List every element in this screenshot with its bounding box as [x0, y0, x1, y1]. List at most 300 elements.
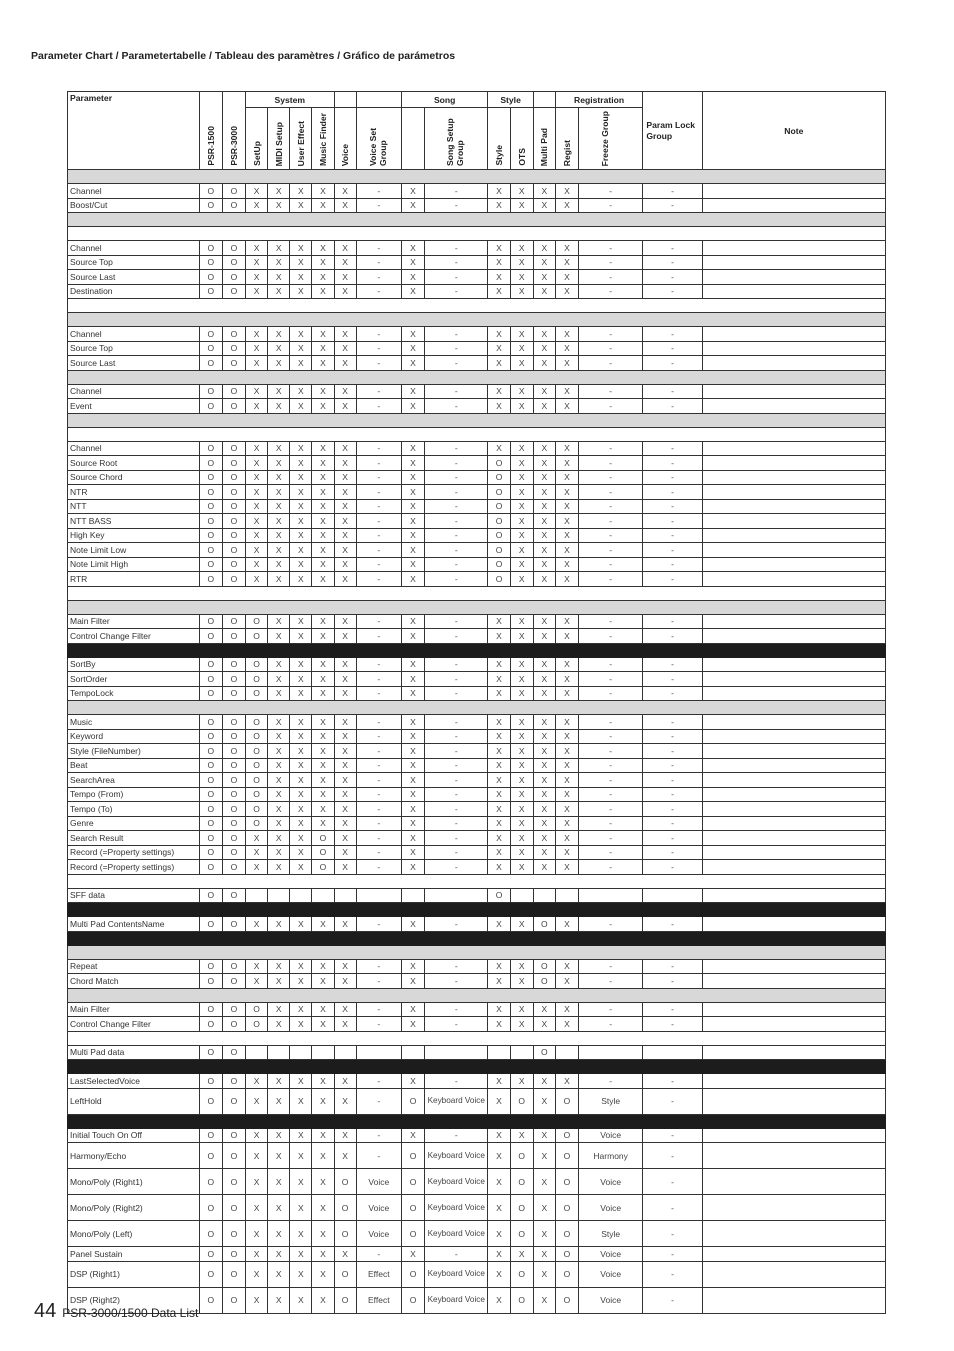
value-cell: X: [268, 341, 290, 356]
value-cell: Voice: [356, 1169, 401, 1195]
value-cell: X: [334, 1128, 356, 1143]
value-cell: X: [555, 341, 578, 356]
col-user-effect: User Effect: [290, 108, 312, 170]
value-cell: X: [401, 860, 424, 875]
value-cell: X: [401, 974, 424, 989]
table-row: [68, 470, 886, 485]
value-cell: X: [312, 270, 334, 285]
value-cell: X: [533, 773, 555, 788]
group-style: Style: [488, 92, 533, 108]
value-cell: -: [356, 831, 401, 846]
value-cell: X: [268, 1287, 290, 1313]
table-row: [68, 614, 886, 629]
table-row: [68, 1128, 886, 1143]
note-cell: [702, 1247, 885, 1262]
section-divider: [68, 600, 886, 614]
section-divider-cell: [68, 370, 886, 384]
value-cell: X: [334, 629, 356, 644]
value-cell: -: [425, 974, 488, 989]
note-cell: [702, 557, 885, 572]
table-row: [68, 1074, 886, 1089]
value-cell: X: [555, 356, 578, 371]
value-cell: X: [555, 270, 578, 285]
note-cell: [702, 1002, 885, 1017]
value-cell: X: [555, 284, 578, 299]
value-cell: X: [268, 1088, 290, 1114]
value-cell: X: [533, 787, 555, 802]
parameter-name: Source Top: [68, 341, 200, 356]
note-cell: [702, 1128, 885, 1143]
value-cell: O: [199, 758, 222, 773]
value-cell: [401, 888, 424, 903]
section-divider: [68, 1031, 886, 1045]
section-divider: [68, 299, 886, 313]
value-cell: O: [222, 888, 245, 903]
parameter-name: Mono/Poly (Right2): [68, 1195, 200, 1221]
value-cell: X: [488, 341, 510, 356]
value-cell: X: [510, 557, 533, 572]
value-cell: X: [290, 787, 312, 802]
value-cell: X: [510, 327, 533, 342]
value-cell: -: [643, 543, 702, 558]
value-cell: X: [555, 441, 578, 456]
value-cell: -: [425, 528, 488, 543]
value-cell: -: [643, 845, 702, 860]
value-cell: O: [222, 1221, 245, 1247]
value-cell: X: [488, 241, 510, 256]
value-cell: X: [334, 1017, 356, 1032]
value-cell: -: [643, 1002, 702, 1017]
value-cell: X: [268, 729, 290, 744]
value-cell: X: [510, 831, 533, 846]
parameter-name: Mono/Poly (Left): [68, 1221, 200, 1247]
value-cell: X: [488, 729, 510, 744]
value-cell: X: [268, 629, 290, 644]
value-cell: -: [643, 557, 702, 572]
parameter-name: Keyword: [68, 729, 200, 744]
value-cell: -: [578, 974, 642, 989]
value-cell: -: [578, 341, 642, 356]
value-cell: -: [425, 356, 488, 371]
value-cell: [578, 888, 642, 903]
value-cell: X: [268, 744, 290, 759]
value-cell: X: [246, 499, 268, 514]
value-cell: X: [510, 715, 533, 730]
note-cell: [702, 959, 885, 974]
value-cell: X: [334, 1088, 356, 1114]
value-cell: -: [643, 1221, 702, 1247]
value-cell: O: [401, 1287, 424, 1313]
table-row: [68, 485, 886, 500]
value-cell: X: [312, 327, 334, 342]
value-cell: O: [401, 1169, 424, 1195]
value-cell: O: [555, 1143, 578, 1169]
value-cell: X: [290, 773, 312, 788]
value-cell: -: [578, 729, 642, 744]
col-song-setup-group: Song Setup Group: [425, 108, 488, 170]
table-row: [68, 672, 886, 687]
value-cell: O: [199, 184, 222, 199]
value-cell: O: [222, 729, 245, 744]
value-cell: -: [643, 1261, 702, 1287]
value-cell: [312, 1045, 334, 1060]
parameter-name: Search Result: [68, 831, 200, 846]
value-cell: -: [356, 485, 401, 500]
value-cell: X: [334, 198, 356, 213]
parameter-name: TempoLock: [68, 686, 200, 701]
value-cell: X: [533, 629, 555, 644]
value-cell: O: [199, 1045, 222, 1060]
value-cell: -: [425, 341, 488, 356]
value-cell: X: [334, 384, 356, 399]
value-cell: X: [533, 686, 555, 701]
value-cell: X: [290, 572, 312, 587]
value-cell: X: [268, 356, 290, 371]
value-cell: X: [290, 543, 312, 558]
value-cell: O: [246, 657, 268, 672]
value-cell: X: [290, 441, 312, 456]
value-cell: X: [510, 356, 533, 371]
value-cell: O: [488, 470, 510, 485]
value-cell: X: [510, 456, 533, 471]
value-cell: X: [510, 399, 533, 414]
note-cell: [702, 629, 885, 644]
value-cell: X: [401, 629, 424, 644]
value-cell: -: [578, 456, 642, 471]
value-cell: X: [246, 356, 268, 371]
value-cell: X: [268, 514, 290, 529]
value-cell: X: [246, 543, 268, 558]
value-cell: O: [222, 255, 245, 270]
value-cell: [510, 1045, 533, 1060]
value-cell: X: [401, 1247, 424, 1262]
value-cell: -: [578, 787, 642, 802]
value-cell: O: [555, 1128, 578, 1143]
note-cell: [702, 1169, 885, 1195]
parameter-name: SortOrder: [68, 672, 200, 687]
value-cell: X: [246, 528, 268, 543]
value-cell: X: [510, 499, 533, 514]
value-cell: O: [222, 672, 245, 687]
value-cell: -: [425, 327, 488, 342]
value-cell: [401, 1045, 424, 1060]
value-cell: X: [488, 327, 510, 342]
section-divider: [68, 213, 886, 227]
value-cell: -: [643, 384, 702, 399]
value-cell: O: [555, 1221, 578, 1247]
parameter-name: Tempo (To): [68, 802, 200, 817]
note-cell: [702, 284, 885, 299]
value-cell: X: [401, 959, 424, 974]
value-cell: X: [555, 974, 578, 989]
col-psr3000: PSR-3000: [222, 92, 245, 170]
value-cell: O: [199, 327, 222, 342]
value-cell: X: [246, 1143, 268, 1169]
value-cell: -: [643, 802, 702, 817]
value-cell: -: [643, 499, 702, 514]
value-cell: X: [246, 341, 268, 356]
value-cell: -: [356, 356, 401, 371]
value-cell: X: [290, 686, 312, 701]
value-cell: X: [510, 614, 533, 629]
value-cell: -: [643, 1287, 702, 1313]
value-cell: X: [555, 255, 578, 270]
value-cell: X: [290, 1128, 312, 1143]
value-cell: O: [222, 773, 245, 788]
value-cell: X: [334, 1002, 356, 1017]
value-cell: X: [268, 241, 290, 256]
value-cell: X: [268, 802, 290, 817]
value-cell: -: [356, 327, 401, 342]
table-row: [68, 456, 886, 471]
value-cell: O: [199, 686, 222, 701]
value-cell: X: [334, 657, 356, 672]
value-cell: O: [555, 1195, 578, 1221]
value-cell: -: [425, 284, 488, 299]
value-cell: -: [425, 729, 488, 744]
value-cell: O: [222, 1017, 245, 1032]
value-cell: O: [222, 356, 245, 371]
value-cell: -: [643, 198, 702, 213]
value-cell: O: [199, 657, 222, 672]
group-registration: Registration: [555, 92, 643, 108]
value-cell: -: [578, 816, 642, 831]
value-cell: X: [334, 327, 356, 342]
value-cell: -: [643, 514, 702, 529]
note-cell: [702, 1261, 885, 1287]
value-cell: O: [533, 974, 555, 989]
parameter-name: Channel: [68, 241, 200, 256]
note-cell: [702, 1287, 885, 1313]
value-cell: X: [246, 959, 268, 974]
note-cell: [702, 686, 885, 701]
value-cell: X: [268, 399, 290, 414]
value-cell: -: [425, 614, 488, 629]
value-cell: X: [268, 917, 290, 932]
section-divider-cell: [68, 874, 886, 888]
value-cell: X: [488, 860, 510, 875]
value-cell: O: [199, 860, 222, 875]
section-divider-cell: [68, 931, 886, 945]
value-cell: X: [488, 816, 510, 831]
value-cell: -: [356, 543, 401, 558]
table-row: [68, 1045, 886, 1060]
parameter-name: RTR: [68, 572, 200, 587]
col-multi-pad: Multi Pad: [533, 108, 555, 170]
value-cell: O: [222, 657, 245, 672]
value-cell: X: [290, 959, 312, 974]
section-divider-cell: [68, 413, 886, 427]
value-cell: -: [425, 470, 488, 485]
value-cell: O: [222, 686, 245, 701]
value-cell: -: [425, 672, 488, 687]
value-cell: X: [334, 456, 356, 471]
value-cell: X: [401, 657, 424, 672]
value-cell: -: [643, 657, 702, 672]
value-cell: X: [290, 672, 312, 687]
value-cell: O: [510, 1143, 533, 1169]
value-cell: -: [643, 485, 702, 500]
section-divider-cell: [68, 227, 886, 241]
value-cell: -: [425, 686, 488, 701]
value-cell: X: [510, 744, 533, 759]
value-cell: -: [643, 572, 702, 587]
value-cell: X: [312, 1287, 334, 1313]
value-cell: O: [222, 528, 245, 543]
value-cell: O: [199, 629, 222, 644]
value-cell: X: [312, 184, 334, 199]
value-cell: O: [312, 860, 334, 875]
section-divider: [68, 903, 886, 917]
parameter-name: NTT BASS: [68, 514, 200, 529]
value-cell: X: [290, 1002, 312, 1017]
value-cell: X: [555, 1074, 578, 1089]
value-cell: X: [401, 744, 424, 759]
value-cell: -: [643, 729, 702, 744]
parameter-name: Control Change Filter: [68, 629, 200, 644]
table-row: [68, 557, 886, 572]
value-cell: O: [222, 831, 245, 846]
value-cell: [290, 1045, 312, 1060]
value-cell: X: [510, 802, 533, 817]
value-cell: -: [643, 614, 702, 629]
value-cell: Voice: [356, 1221, 401, 1247]
parameter-name: Main Filter: [68, 614, 200, 629]
value-cell: X: [533, 1221, 555, 1247]
section-divider: [68, 586, 886, 600]
value-cell: X: [510, 572, 533, 587]
value-cell: -: [578, 917, 642, 932]
value-cell: X: [334, 1247, 356, 1262]
value-cell: -: [643, 255, 702, 270]
value-cell: -: [643, 1088, 702, 1114]
value-cell: -: [425, 1017, 488, 1032]
parameter-name: Note Limit High: [68, 557, 200, 572]
value-cell: O: [246, 787, 268, 802]
value-cell: O: [222, 629, 245, 644]
value-cell: -: [578, 327, 642, 342]
value-cell: X: [246, 1261, 268, 1287]
value-cell: X: [488, 1143, 510, 1169]
value-cell: X: [312, 715, 334, 730]
section-divider: [68, 931, 886, 945]
note-cell: [702, 845, 885, 860]
value-cell: O: [199, 241, 222, 256]
note-cell: [702, 572, 885, 587]
parameter-name: Source Last: [68, 356, 200, 371]
value-cell: O: [334, 1287, 356, 1313]
value-cell: [425, 1045, 488, 1060]
value-cell: X: [290, 284, 312, 299]
value-cell: [334, 1045, 356, 1060]
value-cell: Keyboard Voice: [425, 1169, 488, 1195]
value-cell: X: [290, 1169, 312, 1195]
table-row: [68, 917, 886, 932]
value-cell: O: [222, 198, 245, 213]
value-cell: X: [334, 672, 356, 687]
value-cell: -: [578, 514, 642, 529]
value-cell: O: [199, 341, 222, 356]
value-cell: X: [533, 1074, 555, 1089]
value-cell: X: [290, 1261, 312, 1287]
value-cell: O: [222, 917, 245, 932]
value-cell: [510, 888, 533, 903]
value-cell: X: [488, 672, 510, 687]
table-row: [68, 974, 886, 989]
value-cell: X: [334, 255, 356, 270]
value-cell: X: [246, 1221, 268, 1247]
value-cell: X: [488, 255, 510, 270]
value-cell: X: [555, 557, 578, 572]
note-cell: [702, 528, 885, 543]
value-cell: X: [555, 729, 578, 744]
value-cell: X: [533, 831, 555, 846]
parameter-name: NTT: [68, 499, 200, 514]
value-cell: O: [222, 1261, 245, 1287]
value-cell: X: [488, 356, 510, 371]
value-cell: -: [356, 528, 401, 543]
value-cell: X: [555, 787, 578, 802]
value-cell: O: [488, 514, 510, 529]
value-cell: -: [643, 787, 702, 802]
value-cell: X: [533, 528, 555, 543]
value-cell: X: [533, 384, 555, 399]
parameter-name: Channel: [68, 384, 200, 399]
value-cell: -: [425, 917, 488, 932]
value-cell: O: [222, 399, 245, 414]
value-cell: X: [290, 1287, 312, 1313]
value-cell: X: [246, 1074, 268, 1089]
value-cell: -: [356, 672, 401, 687]
table-row: [68, 959, 886, 974]
table-row: [68, 1261, 886, 1287]
value-cell: Effect: [356, 1287, 401, 1313]
parameter-name: Source Chord: [68, 470, 200, 485]
value-cell: X: [312, 686, 334, 701]
value-cell: X: [555, 572, 578, 587]
table-row: [68, 773, 886, 788]
table-row: [68, 758, 886, 773]
note-cell: [702, 384, 885, 399]
value-cell: X: [312, 485, 334, 500]
value-cell: X: [488, 284, 510, 299]
value-cell: X: [401, 241, 424, 256]
value-cell: O: [312, 831, 334, 846]
value-cell: X: [334, 241, 356, 256]
value-cell: X: [268, 1128, 290, 1143]
table-row: [68, 831, 886, 846]
value-cell: [290, 888, 312, 903]
value-cell: X: [510, 1017, 533, 1032]
value-cell: X: [268, 845, 290, 860]
value-cell: X: [312, 1143, 334, 1169]
value-cell: -: [643, 284, 702, 299]
value-cell: -: [356, 1247, 401, 1262]
value-cell: X: [533, 543, 555, 558]
value-cell: O: [222, 1088, 245, 1114]
value-cell: X: [290, 327, 312, 342]
value-cell: O: [199, 1017, 222, 1032]
value-cell: X: [533, 614, 555, 629]
note-cell: [702, 974, 885, 989]
section-divider: [68, 413, 886, 427]
value-cell: X: [488, 787, 510, 802]
value-cell: O: [246, 629, 268, 644]
value-cell: X: [312, 1261, 334, 1287]
value-cell: X: [246, 241, 268, 256]
value-cell: X: [510, 672, 533, 687]
value-cell: O: [533, 1045, 555, 1060]
